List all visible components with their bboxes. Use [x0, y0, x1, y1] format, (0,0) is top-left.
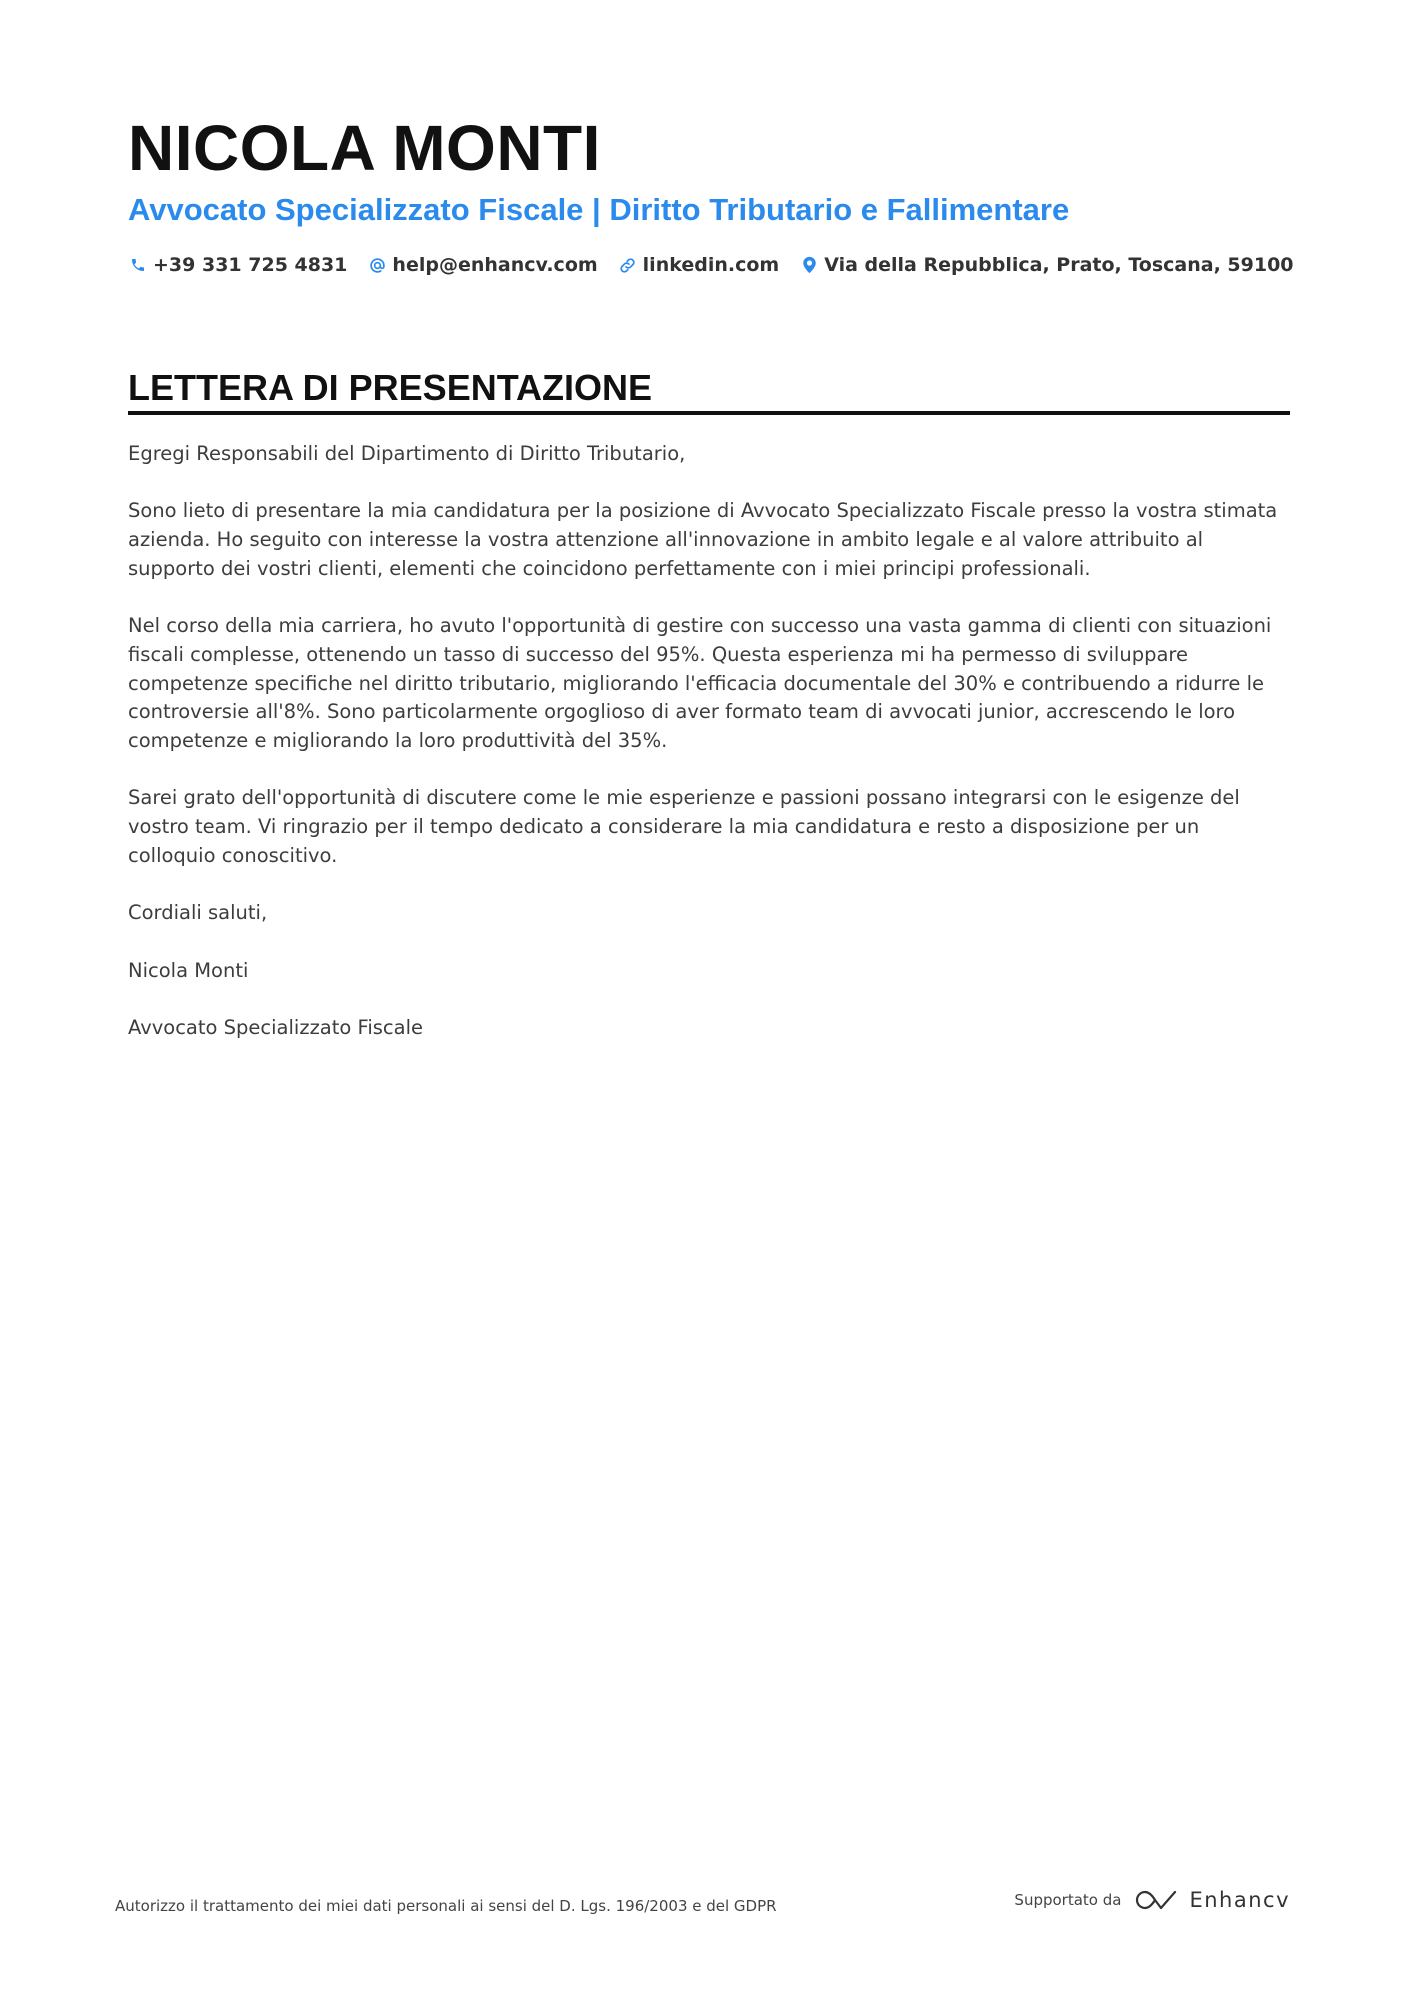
email-text: help@enhancv.com [392, 254, 598, 276]
enhancv-brand: Enhancv [1189, 1888, 1290, 1912]
sign-off: Cordiali saluti, [128, 901, 268, 925]
address-text: Via della Repubblica, Prato, Toscana, 59100 [824, 254, 1294, 276]
signature-name: Nicola Monti [128, 958, 249, 982]
job-headline: Avvocato Specializzato Fiscale | Diritto Tributario e Fallimentare [128, 192, 1070, 227]
contact-linkedin[interactable] [618, 254, 780, 276]
candidate-name: NICOLA MONTI [128, 112, 601, 184]
paragraph-experience: Nel corso della mia carriera, ho avuto l'opportunità di gestire con successo una vasta gamma di clienti con situazioni fiscali complesse, ottenendo un tasso di successo del 95%. Questa esperienza mi ha permesso di sviluppare competenze specifiche nel diritto tributario, migliorando l'efficacia documentale del 30% e contribuendo a ridurre le controversie all'8%. Sono particolarmente orgoglioso di aver formato team di avvocati junior, accrescendo le loro competenze e migliorando la loro produttività del 35%. [128, 614, 1272, 752]
phone-icon [128, 255, 148, 275]
linkedin-text: linkedin.com [642, 254, 780, 276]
contact-phone[interactable] [128, 254, 347, 276]
salutation: Egregi Responsabili del Dipartimento di Diritto Tributario, [128, 442, 686, 465]
section-divider [128, 411, 1290, 415]
contact-address [799, 254, 1293, 276]
contact-bar [128, 254, 1314, 276]
paragraph-closing: Sarei grato dell'opportunità di discutere come le mie esperienze e passioni possano integrarsi con le esigenze del vostro team. Vi ringrazio per il tempo dedicato a considerare la mia candidatura e resto a disposizione per un colloquio conoscitivo. [128, 786, 1240, 867]
enhancv-logo-icon [1133, 1888, 1179, 1912]
powered-by[interactable] [1014, 1888, 1290, 1912]
powered-by-label: Supportato da [1014, 1891, 1122, 1909]
signature-title: Avvocato Specializzato Fiscale [128, 1015, 423, 1039]
letter-body [128, 440, 1290, 1071]
privacy-consent: Autorizzo il trattamento dei miei dati personali ai sensi del D. Lgs. 196/2003 e del GDPR [115, 1897, 777, 1915]
phone-text: +39 331 725 4831 [153, 254, 348, 276]
contact-email[interactable] [367, 254, 597, 276]
link-icon [618, 255, 638, 275]
location-pin-icon [799, 255, 819, 275]
paragraph-intro: Sono lieto di presentare la mia candidatura per la posizione di Avvocato Specializzato Fiscale presso la vostra stimata azienda. Ho seguito con interesse la vostra attenzione all'innovazione in ambito legale e al valore attribuito al supporto dei vostri clienti, elementi che coincidono perfettamente con i miei principi professionali. [128, 499, 1278, 580]
at-icon [367, 255, 387, 275]
section-title: LETTERA DI PRESENTAZIONE [128, 367, 653, 408]
